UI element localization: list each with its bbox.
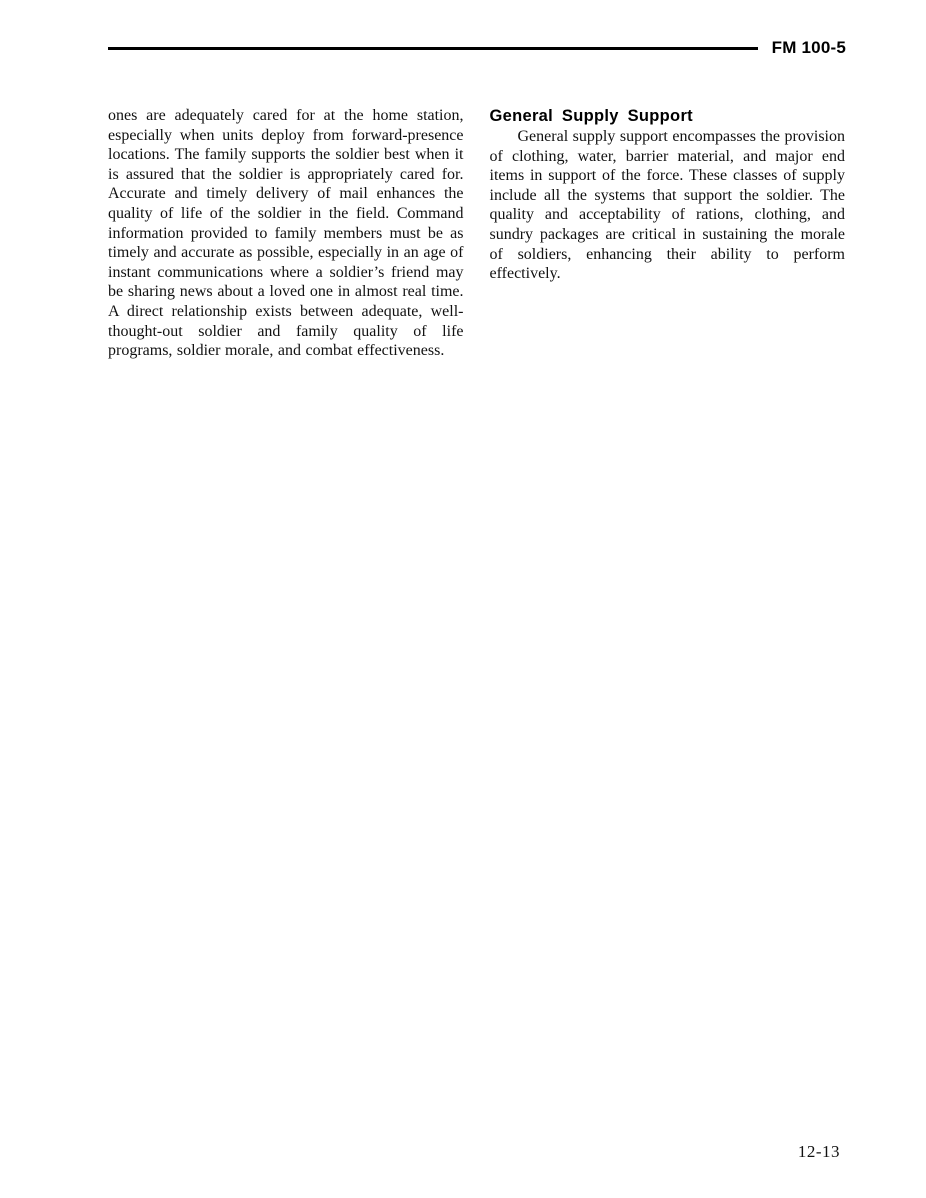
left-column [108,106,464,361]
page-number: 12-13 [797,1142,840,1161]
page-footer [798,1142,840,1162]
page-body [108,106,845,361]
right-column-paragraph: General supply support encompasses the provision of clothing, water, barrier material, and major end items in support of the force. These classes of supply include all the systems that support the soldier. The quality and acceptability of rations, clothing, and sundry packages are critical in sustaining the morale of soldiers, enhancing their ability to perform effectively. [489,128,845,283]
right-column [490,106,846,361]
section-heading: General Supply Support [489,107,693,125]
left-column-paragraph: ones are adequately cared for at the home station, especially when units deploy from forward-presence locations. The family supports the soldier best when it is assured that the soldier is appropriately cared for. Accurate and timely delivery of mail enhances the quality of life of the soldier in the field. Command information provided to family members must be as timely and accurate as possible, especially in an age of instant communications where a soldier’s friend may be sharing news about a loved one in almost real time. A direct relationship exists between adequate, well-thought-out soldier and family quality of life programs, soldier morale, and combat effectiveness. [108,107,464,360]
header-rule [108,47,758,50]
document-id: FM 100-5 [771,38,846,57]
page-header [108,38,846,58]
